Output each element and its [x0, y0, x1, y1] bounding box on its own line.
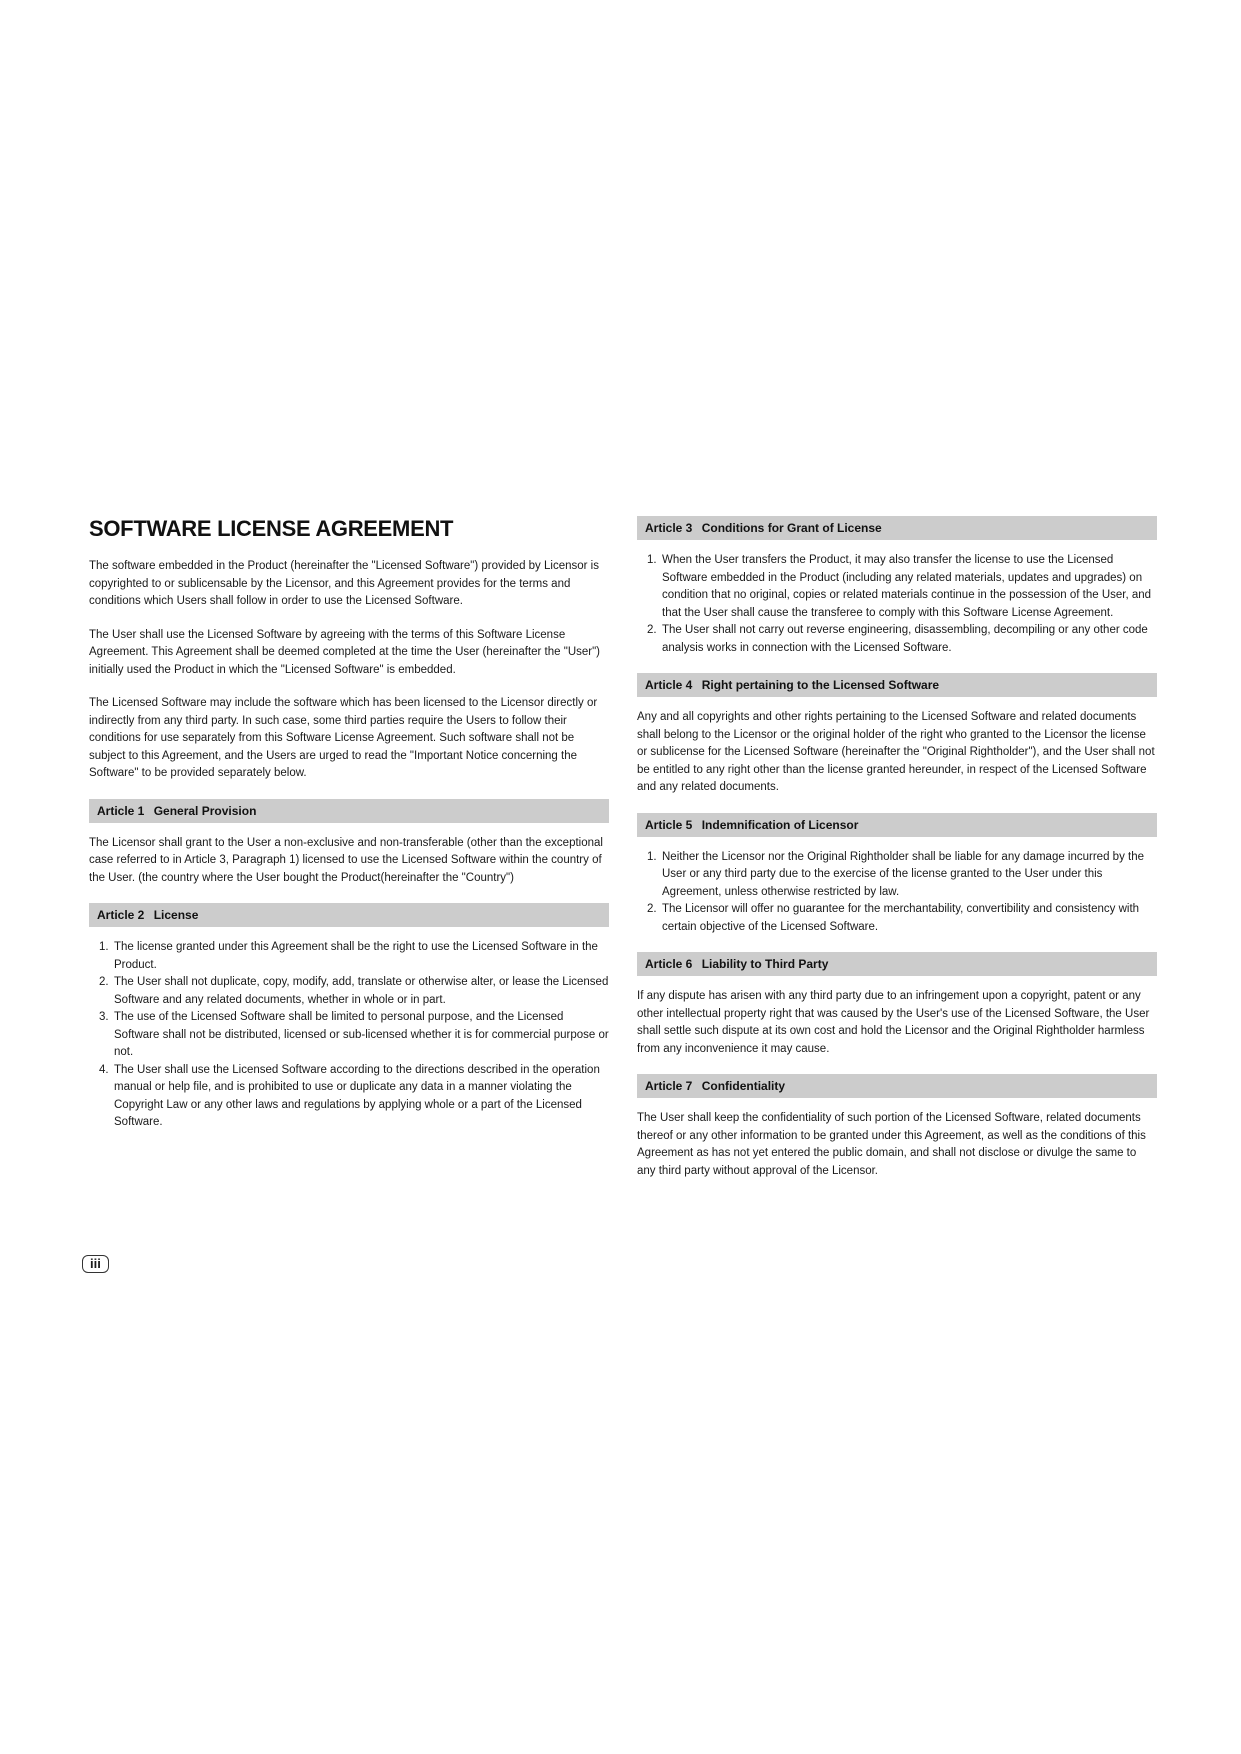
page-title: SOFTWARE LICENSE AGREEMENT	[89, 516, 454, 541]
list-item-number: 2.	[99, 976, 109, 988]
article-7-number: Article 7	[645, 1079, 693, 1093]
article-5-heading: Indemnification of Licensor	[701, 817, 859, 832]
list-item-text: The use of the Licensed Software shall be limited to personal purpose, and the Licensed Software shall not be distributed, licensed or sub-licensed whether it is for commercial purpose or not.	[114, 1011, 609, 1058]
article-3-heading: Conditions for Grant of License	[701, 521, 882, 535]
list-item	[637, 552, 1157, 622]
list-item	[637, 849, 1157, 902]
intro-paragraph-3: The Licensed Software may include the software which has been licensed to the Licensor directly or indirectly from any third party. In such case, some third parties require the Users to follow their conditions for use separately from this Software License Agreement. Such software shall not be subject to this Agreement, and the Users are urged to read the "Important Notice concerning the Software" to be provided separately below.	[89, 697, 598, 779]
article-2-number: Article 2	[97, 908, 145, 922]
article-7-header	[637, 1074, 1157, 1098]
article-1-text: The Licensor shall grant to the User a non-exclusive and non-transferable (other than the exceptional case referred to in Article 3, Paragraph 1) licensed to use the Licensed Software within the country of the User. (the country where the User bought the Product(hereinafter the "Country")	[89, 836, 603, 884]
article-3-number: Article 3	[645, 521, 693, 535]
list-item-text: Neither the Licensor nor the Original Rightholder shall be liable for any damage incurred by the User or any third party due to the exercise of the license granted to the User under this Agreement, unless otherwise restricted by law.	[662, 850, 1144, 898]
list-item-text: The User shall not duplicate, copy, modify, add, translate or otherwise alter, or lease the Licensed Software and any related documents, whether in whole or in part.	[114, 976, 609, 1006]
article-6-header	[637, 952, 1157, 976]
left-column	[89, 516, 609, 1148]
list-item-text: When the User transfers the Product, it may also transfer the license to use the Licensed Software embedded in the Product (including any related materials, updates and upgrades) on condition that no original, copies or related materials continue in the possession of the User, and that the User shall cause the transferee to comply with this Software License Agreement.	[662, 554, 1152, 619]
article-6-heading: Liability to Third Party	[701, 957, 829, 971]
article-5-number: Article 5	[645, 817, 693, 832]
list-item-number: 1.	[647, 554, 657, 566]
article-7-heading: Confidentiality	[701, 1079, 786, 1093]
article-2-list	[89, 939, 609, 1132]
list-item-number: 2.	[647, 624, 657, 636]
article-2-header	[89, 903, 609, 927]
list-item-number: 1.	[99, 941, 109, 953]
list-item	[89, 1062, 609, 1132]
article-3-header	[637, 516, 1157, 540]
intro-paragraph-1: The software embedded in the Product (hereinafter the "Licensed Software") provided by Licensor is copyrighted to or sublicensable by the Licensor, and this Agreement provides for the terms and conditions which Users shall follow in order to use the Licensed Software.	[89, 560, 599, 607]
article-1-number: Article 1	[97, 803, 145, 818]
list-item	[637, 901, 1157, 936]
list-item	[89, 1009, 609, 1062]
article-4-header	[637, 673, 1157, 697]
article-4-number: Article 4	[645, 678, 693, 692]
list-item-text: The User shall not carry out reverse engineering, disassembling, decompiling or any other code analysis works in connection with the Licensed Software.	[662, 624, 1148, 654]
article-4-text: Any and all copyrights and other rights pertaining to the Licensed Software and related documents shall belong to the Licensor or the original holder of the right who granted to the Licensor the license or sublicense for the Licensed Software (hereinafter the "Original Rightholder"), and the User shall not be entitled to any right other than the license granted hereunder, in respect of the Licensed Software and any related documents.	[637, 711, 1155, 793]
article-3-list	[637, 552, 1157, 657]
list-item-text: The license granted under this Agreement shall be the right to use the Licensed Software in the Product.	[114, 941, 598, 971]
article-5-list	[637, 849, 1157, 937]
right-column	[637, 516, 1157, 1196]
list-item-number: 1.	[647, 850, 657, 863]
page-number: iii	[82, 1255, 109, 1273]
list-item-text: The Licensor will offer no guarantee for the merchantability, convertibility and consistency with certain objective of the Licensed Software.	[662, 903, 1140, 933]
list-item-text: The User shall use the Licensed Software according to the directions described in the operation manual or help file, and is prohibited to use or duplicate any data in a manner violating the Copyright Law or any other laws and regulations by applying whole or a part of the Licensed Software.	[114, 1063, 600, 1128]
article-4-heading: Right pertaining to the Licensed Software	[701, 678, 940, 692]
article-6-text: If any dispute has arisen with any third party due to an infringement upon a copyright, patent or any other intellectual property right that was caused by the User's use of the Licensed Software, the User shall settle such dispute at its own cost and hold the Licensor and the Original Rightholder harmless from any inconvenience it may cause.	[637, 990, 1150, 1055]
list-item-number: 3.	[99, 1011, 109, 1023]
list-item	[637, 622, 1157, 657]
list-item	[89, 939, 609, 974]
article-5-header	[637, 813, 1157, 837]
article-6-number: Article 6	[645, 957, 693, 971]
list-item-number: 2.	[647, 903, 657, 915]
article-1-heading: General Provision	[153, 803, 257, 818]
list-item	[89, 974, 609, 1009]
article-2-heading: License	[153, 908, 199, 922]
article-7-text: The User shall keep the confidentiality of such portion of the Licensed Software, related documents thereof or any other information to be granted under this Agreement, as well as the conditions of this Agreement as has not yet entered the public domain, and shall not disclose or divulge the same to any third party without approval of the Licensor.	[637, 1112, 1146, 1177]
list-item-number: 4.	[99, 1063, 109, 1076]
article-1-header	[89, 799, 609, 823]
intro-paragraph-2: The User shall use the Licensed Software by agreeing with the terms of this Software License Agreement. This Agreement shall be deemed completed at the time the User (hereinafter the "User") initially used the Product in which the "Licensed Software" is embedded.	[89, 628, 601, 676]
